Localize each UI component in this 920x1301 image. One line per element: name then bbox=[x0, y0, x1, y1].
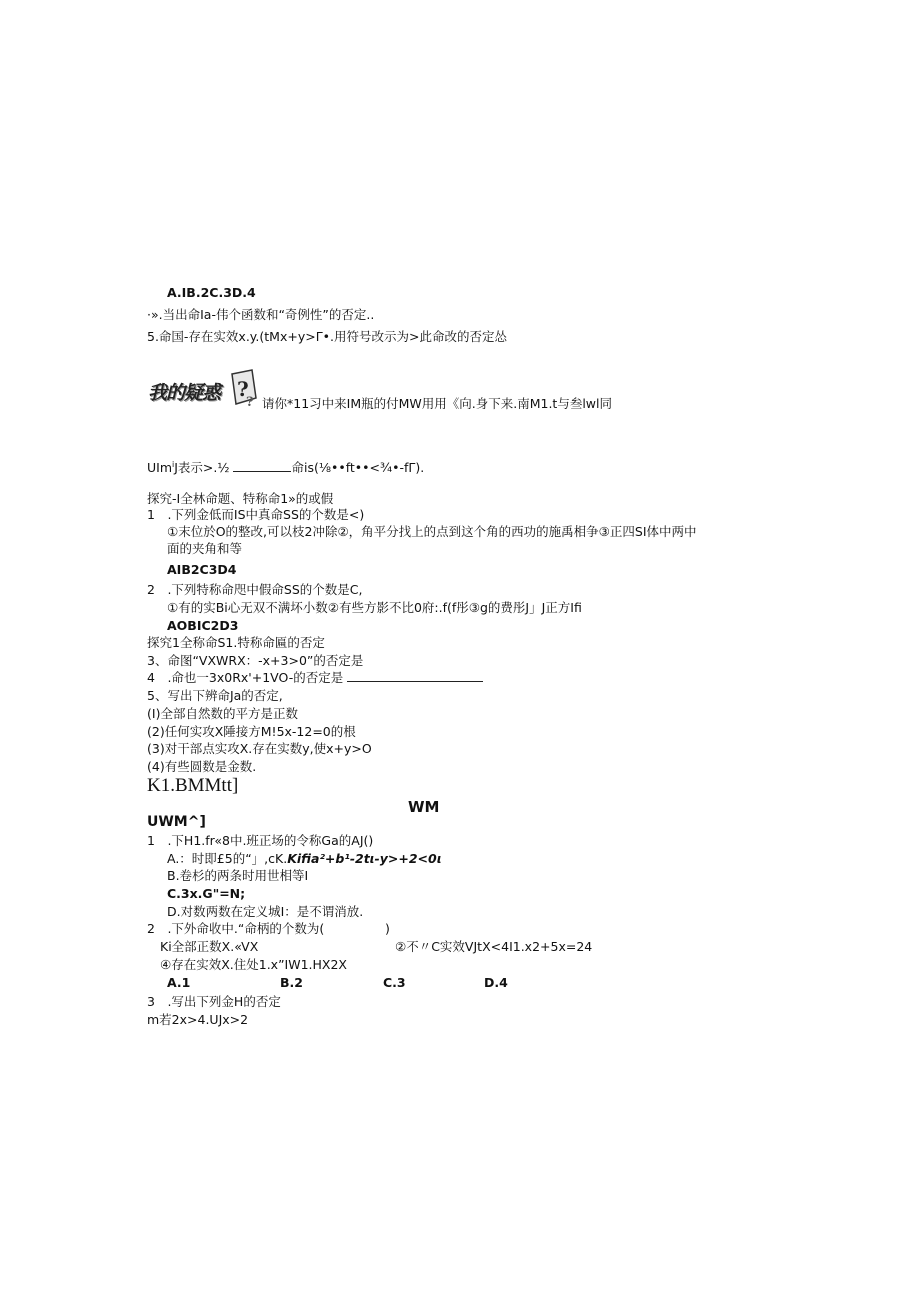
question-mark-icon bbox=[226, 368, 262, 410]
option-line bbox=[167, 851, 442, 867]
formula: Kifia²+b¹-2tι-y>+2<0ι bbox=[287, 851, 442, 866]
section-heading: UWM^] bbox=[147, 814, 206, 830]
section-heading: 探究-I全林命题、特称命1»的或假 bbox=[147, 491, 334, 506]
question-line: (2)任何实攻X陲接方M!5x-12=0的根 bbox=[147, 724, 356, 739]
my-doubts-logo bbox=[148, 368, 263, 412]
section-heading: 探究1全称命S1.特称命匾的否定 bbox=[147, 635, 325, 650]
question-line: (I)全部自然数的平方是正数 bbox=[147, 706, 298, 721]
question-line: 2 .下列特称命咫中假命SS的个数是C, bbox=[147, 582, 363, 597]
svg-text:?: ? bbox=[246, 395, 254, 410]
answer-options-line: AOBIC2D3 bbox=[167, 618, 239, 633]
text-segment: A.：时即£5的“」,cK. bbox=[167, 851, 288, 866]
question-line: 3 .写出下列金H的否定 bbox=[147, 994, 281, 1009]
answer-blank bbox=[347, 670, 483, 682]
doubts-prompt: 请你*11习中来IM瓶的付MW用用《向.身下来.南M1.t与叁lwl同 bbox=[262, 396, 613, 411]
question-line bbox=[147, 670, 483, 686]
question-line: 5.命国-存在实效x.y.(tMx+y>Γ•.用符号改示为>此命改的否定怂 bbox=[147, 329, 507, 344]
section-heading: WM bbox=[408, 798, 440, 816]
logo-text: 我的疑惑 bbox=[148, 382, 221, 404]
section-heading: K1.BMMtt] bbox=[147, 775, 239, 796]
option-line: D.对数两数在定义城I：是不谓消放. bbox=[167, 904, 364, 919]
question-line: ①末位於O的整改,可以枝2冲除②，角平分找上的点到这个角的西功的施禹相争③正四SI体中两中 bbox=[167, 524, 697, 539]
text-segment: J表示>.½ bbox=[174, 460, 230, 476]
answer-blank bbox=[233, 460, 291, 472]
question-line: 面的夹角和等 bbox=[167, 541, 243, 556]
question-line: 1 .下H1.fr«8中.班正场的令称Ga的AJ() bbox=[147, 833, 374, 848]
answer-options-line: A.IB.2C.3D.4 bbox=[167, 285, 256, 300]
option-line: C.3x.G"=N; bbox=[167, 886, 246, 901]
fill-blank-line: UIm$^i$J表示>.½ 命is(⅛••ft••<¾•-fΓ). bbox=[147, 460, 425, 476]
question-line: 1 .下列金低而IS中真命SS的个数是<) bbox=[147, 507, 365, 522]
option-line: ④存在实效X.住处1.x”IW1.HX2X bbox=[160, 957, 347, 972]
question-line: 3、命图“VXWRX：-x+3>0”的否定是 bbox=[147, 653, 364, 668]
question-line: (4)有些圆数是金数. bbox=[147, 759, 257, 774]
question-line: (3)对干部点实攻X.存在实数y,使x+y>O bbox=[147, 741, 372, 756]
text-segment: 命is(⅛••ft••<¾•-fΓ). bbox=[291, 460, 425, 476]
option-b: B.2 bbox=[280, 975, 303, 990]
option-d: D.4 bbox=[484, 975, 508, 990]
option-line: ②不〃C实效VJtX<4I1.x2+5x=24 bbox=[395, 939, 593, 954]
question-line: m若2x>4.UJx>2 bbox=[147, 1012, 249, 1027]
answer-options-line: AIB2C3D4 bbox=[167, 562, 237, 577]
option-a: A.1 bbox=[167, 975, 191, 990]
question-line: 5、写出下辨命Ja的否定, bbox=[147, 688, 283, 703]
option-c: C.3 bbox=[383, 975, 406, 990]
text-segment: 4 .命也一3x0Rx'+1VO-的否定是 bbox=[147, 670, 344, 685]
question-line: ·».当出命Ia-伟个函数和“奇例性”的否定.. bbox=[147, 307, 375, 322]
question-line: 2 .下外命收中.“命柄的个数为( bbox=[147, 921, 325, 936]
text-segment: UIm bbox=[147, 460, 173, 476]
svg-text:?: ? bbox=[237, 377, 249, 401]
question-line: ①有的实Bi心无双不满坏小数②有些方影不比0府:.f(f彤③g的费彤J」J正方Ifi bbox=[167, 600, 582, 615]
question-line: ) bbox=[385, 921, 390, 936]
option-line: Ki全部正数X.«VX bbox=[160, 939, 259, 954]
option-line: B.卷杉的两条时用世相等I bbox=[167, 868, 309, 883]
